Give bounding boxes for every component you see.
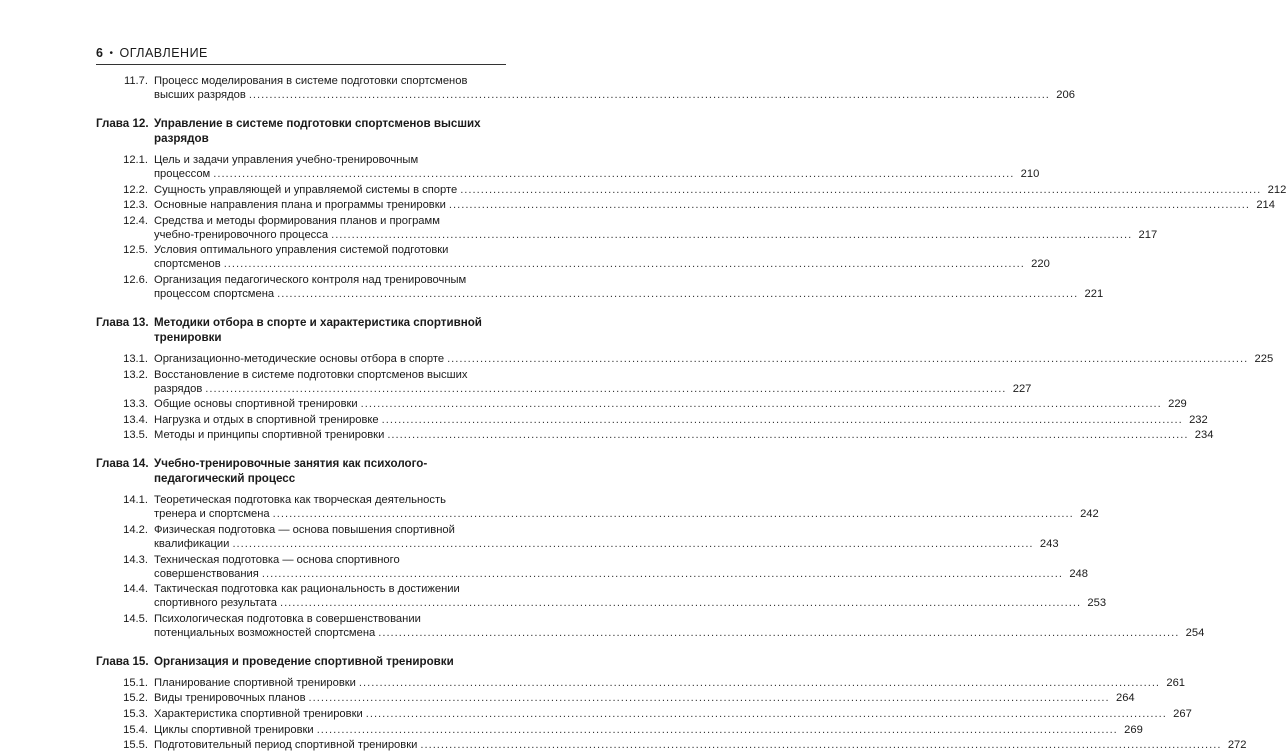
dot-leader — [331, 228, 1132, 242]
toc-entry — [96, 723, 1143, 737]
entry-text: процессом — [154, 168, 211, 180]
entry-text: Организационно-методические основы отбора в спорте — [154, 352, 445, 365]
entry-page: 253 — [1087, 597, 1107, 610]
entry-page: 272 — [1227, 739, 1247, 752]
entry-line — [154, 273, 1103, 287]
chapter-block — [96, 116, 1286, 301]
entry-number: 14.1. — [123, 494, 148, 507]
entry-line — [154, 612, 1204, 626]
chapter-title: Организация и проведение спортивной тренировки — [154, 654, 454, 668]
entry-last-line — [154, 413, 1208, 427]
entry-body — [154, 352, 1273, 366]
dot-leader — [361, 397, 1162, 411]
dot-leader — [205, 382, 1006, 396]
dot-leader — [447, 352, 1248, 366]
toc-entry — [96, 198, 1275, 212]
toc-entry — [96, 691, 1135, 705]
entry-text: Виды тренировочных планов — [154, 692, 306, 705]
entry-number: 14.5. — [123, 612, 148, 625]
entry-body — [154, 428, 1213, 442]
entry-page: 234 — [1194, 429, 1214, 442]
entry-page: 214 — [1256, 199, 1275, 212]
entry-line — [154, 523, 1059, 537]
entry-last-line — [154, 537, 1059, 551]
toc-entry — [96, 553, 1088, 581]
entry-body — [154, 74, 1075, 102]
dot-leader — [232, 537, 1033, 551]
entry-number: 11.7. — [123, 75, 148, 87]
entry-number: 12.1. — [123, 154, 148, 166]
toc-entry — [96, 74, 1075, 102]
toc-entry — [96, 153, 1040, 181]
dot-leader — [262, 567, 1063, 581]
dot-leader — [317, 723, 1118, 737]
chapter-block — [96, 456, 1205, 639]
toc-entry — [96, 738, 1247, 752]
toc-entry — [96, 676, 1186, 690]
entry-last-line — [154, 691, 1135, 705]
entry-text: Основные направления плана и программы тренировки — [154, 199, 446, 212]
dot-leader — [359, 676, 1160, 690]
entry-number: 13.4. — [123, 413, 148, 426]
toc-entry — [96, 493, 1099, 521]
entry-number: 12.5. — [123, 244, 148, 257]
entry-text: учебно-тренировочного процесса — [154, 228, 329, 241]
entry-page: 210 — [1020, 168, 1040, 180]
entry-number: 13.5. — [123, 429, 148, 442]
entry-text: высших разрядов — [154, 89, 246, 101]
entry-text: Условия оптимального управления системой подготовки — [154, 244, 449, 257]
entry-text: Процесс моделирования в системе подготовки спортсменов — [154, 75, 468, 87]
entry-page: 232 — [1189, 413, 1208, 426]
dot-leader — [366, 707, 1167, 721]
entry-text: Нагрузка и отдых в спортивной тренировке — [154, 413, 379, 426]
chapter-heading — [96, 315, 506, 345]
entry-last-line — [154, 707, 1192, 721]
chapter-title: Управление в системе подготовки спортсменов высших разрядов — [154, 117, 481, 145]
toc-entry — [96, 352, 1274, 366]
entry-text: тренера и спортсмена — [154, 508, 270, 521]
entry-last-line — [154, 567, 1088, 581]
entry-page: 243 — [1039, 537, 1059, 550]
entry-last-line — [154, 287, 1103, 301]
chapter-title: Методики отбора в спорте и характеристика спортивной тренировки — [154, 315, 482, 344]
entry-last-line — [154, 596, 1106, 610]
entry-text: Теоретическая подготовка как творческая деятельность — [154, 494, 446, 507]
dot-leader — [449, 198, 1250, 212]
running-header — [96, 44, 506, 62]
entry-text: Средства и методы формирования планов и программ — [154, 214, 440, 227]
entry-number: 14.4. — [123, 583, 148, 596]
entry-number: 15.3. — [123, 707, 148, 720]
entry-page: 225 — [1254, 352, 1274, 365]
entry-last-line — [154, 626, 1204, 640]
entry-last-line — [154, 352, 1273, 366]
entry-text: совершенствования — [154, 567, 259, 580]
entry-text: Психологическая подготовка в совершенствовании — [154, 612, 421, 625]
entry-last-line — [154, 198, 1275, 212]
entry-text: Методы и принципы спортивной тренировки — [154, 429, 385, 442]
entry-text: Подготовительный период спортивной тренировки — [154, 739, 418, 752]
dot-leader — [224, 257, 1025, 271]
dot-leader — [460, 183, 1261, 197]
entry-last-line — [154, 382, 1031, 396]
entry-last-line — [154, 88, 1075, 102]
entry-page: 254 — [1185, 626, 1205, 639]
toc-entry — [96, 612, 1205, 640]
entry-number: 12.3. — [123, 199, 148, 212]
chapter-block — [96, 654, 1247, 752]
entry-page: 220 — [1031, 258, 1050, 271]
dot-leader — [382, 413, 1183, 427]
entry-last-line — [154, 228, 1157, 242]
entry-number: 13.1. — [123, 352, 148, 365]
entry-text: квалификации — [154, 537, 230, 550]
entry-page: 217 — [1138, 228, 1158, 241]
chapter-block — [96, 315, 1274, 442]
entry-text: Общие основы спортивной тренировки — [154, 398, 358, 411]
dot-leader — [273, 507, 1074, 521]
entry-number: 13.3. — [123, 398, 148, 411]
entry-last-line — [154, 676, 1185, 690]
dot-leader — [420, 738, 1221, 752]
entry-page: 242 — [1080, 508, 1099, 521]
entry-number: 12.4. — [123, 214, 148, 227]
entry-last-line — [154, 183, 1286, 197]
entry-body — [154, 676, 1185, 690]
entry-page: 269 — [1124, 723, 1143, 736]
entry-body — [154, 523, 1059, 551]
toc-entry — [96, 582, 1107, 610]
entry-body — [154, 553, 1088, 581]
toc-entry — [96, 368, 1032, 396]
toc-entry — [96, 428, 1214, 442]
entry-text: Физическая подготовка — основа повышения спортивной — [154, 523, 455, 536]
entry-body — [154, 183, 1286, 197]
entry-line — [154, 493, 1099, 507]
entry-line — [154, 368, 1031, 382]
dot-leader — [277, 287, 1078, 301]
table-of-contents — [96, 74, 1286, 754]
entry-page: 264 — [1115, 692, 1135, 705]
entry-number: 15.2. — [123, 692, 148, 705]
toc-entry — [96, 707, 1192, 721]
entry-number: 15.4. — [123, 723, 148, 736]
toc-entry — [96, 397, 1187, 411]
entry-body — [154, 243, 1050, 271]
entry-number: 14.2. — [123, 523, 148, 536]
entry-text: спортсменов — [154, 258, 221, 271]
entry-last-line — [154, 167, 1039, 181]
header-divider — [96, 64, 506, 65]
toc-entry — [96, 183, 1286, 197]
entry-text: потенциальных возможностей спортсмена — [154, 626, 376, 639]
toc-entry — [96, 413, 1208, 427]
entry-number: 15.5. — [123, 739, 148, 752]
entry-last-line — [154, 507, 1099, 521]
chapter-title: Учебно-тренировочные занятия как психолого-педагогический процесс — [154, 457, 428, 486]
header-bullet: • — [109, 47, 114, 59]
entry-page: 227 — [1012, 382, 1032, 395]
entry-number: 15.1. — [123, 676, 148, 689]
entry-body — [154, 707, 1192, 721]
toc-entry — [96, 243, 1050, 271]
entry-text: Техническая подготовка — основа спортивного — [154, 553, 400, 566]
chapter-heading — [96, 654, 506, 669]
entry-text: разрядов — [154, 382, 203, 395]
entry-page: 267 — [1173, 707, 1192, 720]
entry-last-line — [154, 397, 1187, 411]
dot-leader — [280, 596, 1081, 610]
entry-body — [154, 612, 1204, 640]
entry-page: 248 — [1069, 567, 1088, 580]
entry-body — [154, 397, 1187, 411]
chapter-continuation — [96, 74, 1075, 102]
chapter-label: Глава 14. — [96, 457, 149, 471]
entry-text: Цель и задачи управления учебно-тренировочным — [154, 154, 419, 166]
entry-last-line — [154, 428, 1213, 442]
entry-line — [154, 553, 1088, 567]
chapter-heading — [96, 456, 506, 486]
entry-page: 206 — [1056, 89, 1075, 101]
entry-text: Восстановление в системе подготовки спортсменов высших — [154, 368, 468, 381]
dot-leader — [387, 428, 1188, 442]
entry-page: 212 — [1267, 183, 1286, 196]
entry-page: 261 — [1166, 676, 1186, 689]
entry-body — [154, 413, 1208, 427]
entry-text: спортивного результата — [154, 597, 277, 610]
entry-line — [154, 243, 1050, 257]
entry-body — [154, 582, 1106, 610]
entry-body — [154, 368, 1031, 396]
chapter-label: Глава 12. — [96, 117, 149, 130]
page-number: 6 — [96, 46, 104, 60]
entry-text: Планирование спортивной тренировки — [154, 676, 356, 689]
dot-leader — [309, 691, 1110, 705]
entry-text: Характеристика спортивной тренировки — [154, 707, 363, 720]
entry-number: 13.2. — [123, 368, 148, 381]
entry-number: 12.6. — [123, 273, 148, 286]
header-title: ОГЛАВЛЕНИЕ — [119, 46, 208, 60]
entry-line — [154, 582, 1106, 596]
entry-last-line — [154, 723, 1143, 737]
entry-text: Сущность управляющей и управляемой системы в спорте — [154, 183, 458, 196]
chapter-label: Глава 13. — [96, 315, 149, 329]
entry-text: Циклы спортивной тренировки — [154, 723, 314, 736]
dot-leader — [213, 167, 1014, 181]
entry-line — [154, 214, 1157, 228]
entry-text: Организация педагогического контроля над тренировочным — [154, 273, 467, 286]
toc-entry — [96, 273, 1104, 301]
entry-body — [154, 273, 1103, 301]
entry-last-line — [154, 257, 1050, 271]
dot-leader — [378, 626, 1179, 640]
dot-leader — [249, 88, 1050, 102]
entry-text: процессом спортсмена — [154, 287, 275, 300]
entry-number: 14.3. — [123, 553, 148, 566]
entry-number: 12.2. — [123, 183, 148, 196]
entry-line — [154, 153, 1039, 167]
entry-body — [154, 723, 1143, 737]
entry-body — [154, 738, 1246, 752]
entry-page: 221 — [1084, 287, 1104, 300]
entry-last-line — [154, 738, 1246, 752]
entry-body — [154, 198, 1275, 212]
toc-entry — [96, 214, 1158, 242]
entry-body — [154, 214, 1157, 242]
chapter-label: Глава 15. — [96, 654, 149, 668]
entry-body — [154, 691, 1135, 705]
entry-page: 229 — [1168, 398, 1187, 411]
entry-line — [154, 74, 1075, 88]
entry-text: Тактическая подготовка как рациональность в достижении — [154, 583, 460, 596]
toc-entry — [96, 523, 1059, 551]
entry-body — [154, 153, 1039, 181]
chapter-heading — [96, 116, 506, 146]
entry-body — [154, 493, 1099, 521]
